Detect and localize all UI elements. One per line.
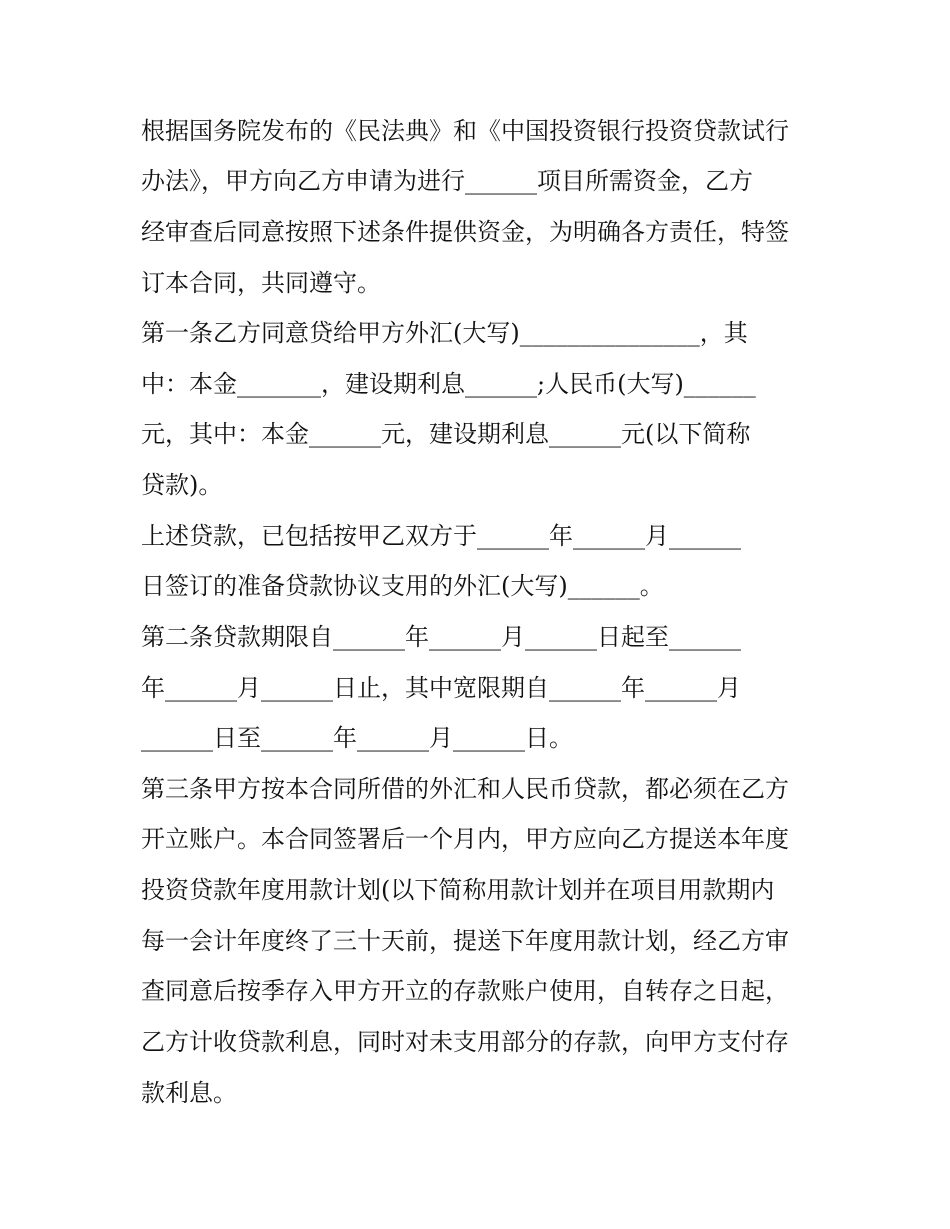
text-line: 每一会计年度终了三十天前，提送下年度用款计划，经乙方审 bbox=[141, 927, 789, 955]
text-line: 查同意后按季存入甲方开立的存款账户使用，自转存之日起， bbox=[141, 977, 789, 1005]
text-line: 第一条乙方同意贷给甲方外汇(大写)_______________，其 bbox=[141, 319, 748, 347]
text-line: 元，其中：本金______元，建设期利息______元(以下简称 bbox=[141, 420, 751, 448]
text-line: 办法》，甲方向乙方申请为进行______项目所需资金，乙方 bbox=[141, 167, 753, 195]
text-line: 年______月______日止，其中宽限期自______年______月 bbox=[141, 674, 741, 702]
text-line: 贷款)。 bbox=[141, 471, 223, 499]
text-line: 根据国务院发布的《民法典》和《中国投资银行投资贷款试行 bbox=[141, 117, 789, 145]
text-line: 订本合同，共同遵守。 bbox=[141, 269, 381, 297]
text-line: 款利息。 bbox=[141, 1079, 237, 1107]
text-line: 日签订的准备贷款协议支用的外汇(大写)______。 bbox=[141, 572, 664, 600]
text-line: 开立账户。本合同签署后一个月内，甲方应向乙方提送本年度 bbox=[141, 825, 789, 853]
text-line: 第二条贷款期限自______年______月______日起至______ bbox=[141, 623, 741, 651]
text-line: 第三条甲方按本合同所借的外汇和人民币贷款，都必须在乙方 bbox=[141, 775, 789, 803]
text-line: ______日至______年______月______日。 bbox=[141, 724, 573, 752]
text-line: 上述贷款，已包括按甲乙双方于______年______月______ bbox=[141, 522, 741, 550]
text-line: 投资贷款年度用款计划(以下简称用款计划并在项目用款期内 bbox=[141, 876, 775, 904]
text-line: 中：本金_______，建设期利息______;人民币(大写)______ bbox=[141, 370, 756, 398]
text-line: 经审查后同意按照下述条件提供资金，为明确各方责任，特签 bbox=[141, 218, 789, 246]
text-line: 乙方计收贷款利息，同时对未支用部分的存款，向甲方支付存 bbox=[141, 1028, 789, 1056]
